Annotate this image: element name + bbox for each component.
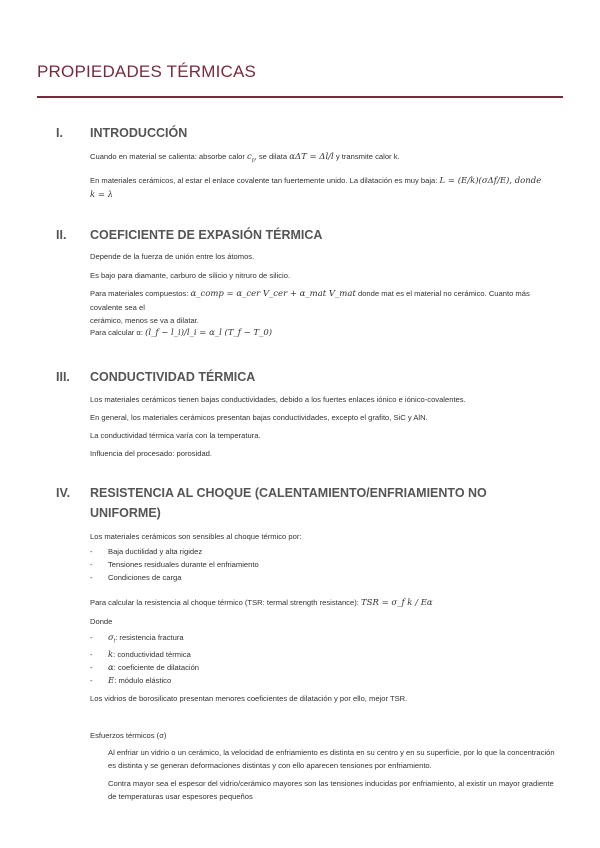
text: y transmite calor k. — [335, 152, 400, 161]
formula: c — [247, 152, 252, 162]
paragraph-alpha — [90, 326, 560, 340]
text: cerámico, menos se va a dilatar. — [90, 316, 199, 325]
text: : módulo elástico — [114, 676, 172, 685]
text: En materiales cerámicos, al estar el enlace covalente tan fuertemente unido. La dilatación es muy baja: — [90, 176, 438, 185]
text: Baja ductilidad y alta rigidez — [108, 547, 203, 556]
paragraph: Los vidrios de borosilicato presentan menores coeficientes de dilatación y por ello, mejor TSR. — [90, 694, 408, 703]
paragraph-intro-1: Cuando en material se calienta: absorbe calor $c_p$, se dilata αΔT = Δl/l y transmite calor k. — [90, 152, 400, 164]
list-item: - E: módulo elástico — [90, 676, 172, 686]
paragraph: La conductividad térmica varía con la temperatura. — [90, 431, 261, 440]
section-heading-4-number — [56, 486, 90, 500]
formula: (l_f − l_i)/l_i = α_l (T_f − T_0) — [145, 328, 273, 338]
text: donde mat es el material no cerámico. Cuanto más covalente sea el — [90, 289, 530, 312]
symbol: σ — [108, 633, 114, 643]
section-title: RESISTENCIA AL CHOQUE (CALENTAMIENTO/ENFRIAMIENTO NO UNIFORME) — [90, 486, 487, 520]
text: Condiciones de carga — [108, 573, 182, 582]
page-title: PROPIEDADES TÉRMICAS — [37, 62, 257, 81]
text: Para calcular la resistencia al choque térmico (TSR: termal strength resistance): — [90, 598, 359, 607]
paragraph: Los materiales cerámicos son sensibles al choque térmico por: — [90, 532, 302, 541]
text: : resistencia fractura — [115, 633, 184, 642]
section-title: INTRODUCCIÓN — [90, 126, 188, 140]
section-heading-1 — [56, 126, 187, 140]
formula: L = (E/k)(σΔf/E), donde — [439, 176, 542, 186]
section-number: I. — [56, 126, 63, 140]
text: , se dilata — [254, 152, 288, 161]
text: Para calcular α: — [90, 328, 143, 337]
paragraph-indented: Contra mayor sea el espesor del vidrio/cerámico mayores son las tensiones inducidas por enfriamiento, al existir un mayor gradiente de temperaturas usar espesores pequeños — [108, 779, 554, 801]
section-title: CONDUCTIVIDAD TÉRMICA — [90, 370, 256, 384]
list-item: - Tensiones residuales durante el enfriamiento — [90, 560, 259, 569]
paragraph-composite — [90, 287, 560, 327]
text: Cuando en material se calienta: absorbe calor — [90, 152, 245, 161]
list-item: - k: conductividad térmica — [90, 650, 191, 660]
paragraph-intro-2 — [90, 174, 560, 202]
text: Para materiales compuestos: — [90, 289, 189, 298]
paragraph-tsr — [90, 596, 560, 610]
text: : coeficiente de dilatación — [113, 663, 200, 672]
subscript: f — [113, 638, 116, 645]
section-number: IV. — [56, 486, 71, 500]
text: Tensiones residuales durante el enfriamiento — [108, 560, 259, 569]
list-item: - α: coeficiente de dilatación — [90, 663, 200, 673]
paragraph: Es bajo para diamante, carburo de silicio y nitruro de silicio. — [90, 271, 291, 280]
formula: TSR = σ_f k / Eα — [360, 598, 433, 608]
list-item: - Condiciones de carga — [90, 573, 182, 582]
paragraph: Influencia del procesado: porosidad. — [90, 449, 213, 458]
paragraph: Los materiales cerámicos tienen bajas conductividades, debido a los fuertes enlaces iónico e iónico-covalentes. — [90, 395, 466, 404]
formula: k = λ — [90, 190, 114, 200]
list-item: - $\sigma_f$: resistencia fractura — [90, 633, 184, 645]
section-number: III. — [56, 370, 70, 384]
formula: α_comp = α_cer V_cer + α_mat V_mat — [190, 289, 356, 299]
title-divider — [37, 96, 563, 98]
section-number: II. — [56, 228, 67, 242]
paragraph: Donde — [90, 617, 113, 626]
section-heading-2 — [56, 228, 322, 242]
formula: αΔT = Δl/l — [289, 152, 334, 162]
paragraph: En general, los materiales cerámicos presentan bajas conductividades, excepto el grafito, SiC y AlN. — [90, 413, 428, 422]
section-title: COEFICIENTE DE EXPASIÓN TÉRMICA — [90, 228, 323, 242]
subheading-esfuerzos: Esfuerzos térmicos (σ) — [90, 731, 167, 740]
text: : conductividad térmica — [113, 650, 191, 659]
symbol: α — [108, 663, 114, 673]
section-heading-3 — [56, 370, 255, 384]
symbol: k — [108, 650, 114, 660]
symbol: E — [108, 676, 115, 686]
paragraph: Depende de la fuerza de unión entre los átomos. — [90, 252, 255, 261]
list-item: - Baja ductilidad y alta rigidez — [90, 547, 203, 556]
paragraph-indented: Al enfriar un vidrio o un cerámico, la velocidad de enfriamiento es distinta en su centro y en su superficie, por lo que la concentración es distinta y se generan deformaciones distintas y con ello aparecen tensiones por enfriamiento. — [108, 748, 555, 770]
